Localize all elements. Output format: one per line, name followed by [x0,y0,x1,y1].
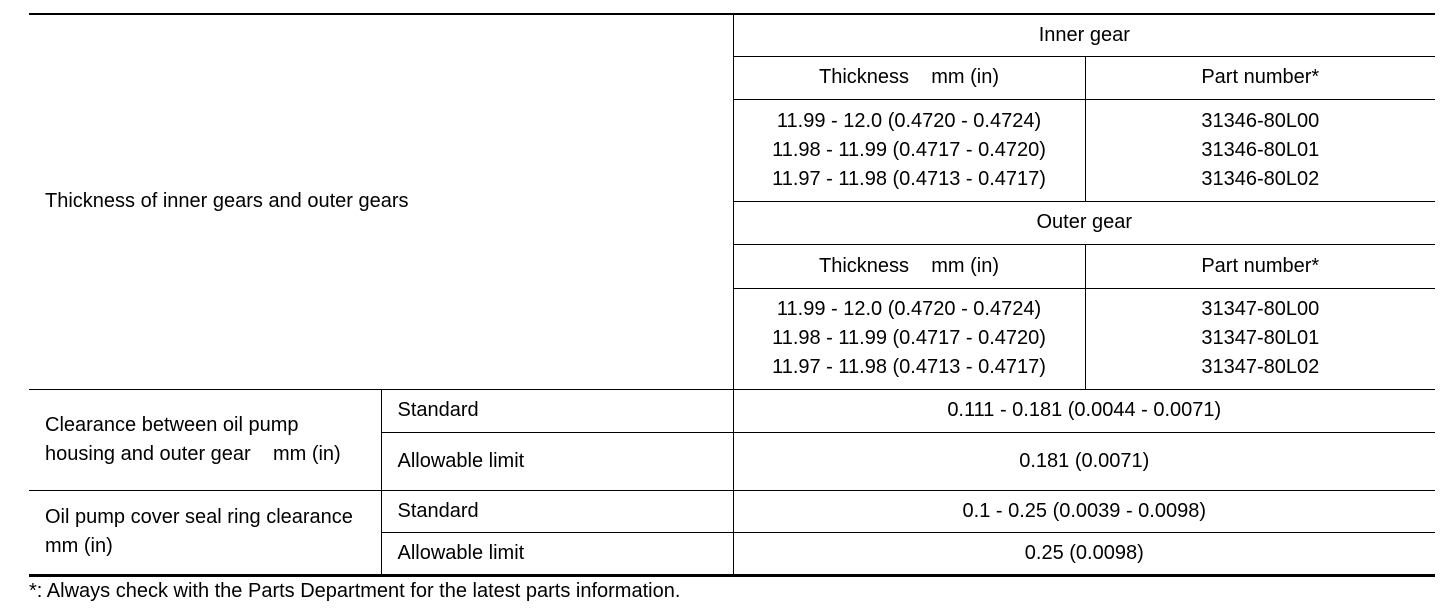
housing-clearance-label: Clearance between oil pump housing and outer gear mm (in) [29,389,381,490]
footnote: *: Always check with the Parts Department for the latest parts information. [29,580,681,602]
seal-standard-value: 0.1 - 0.25 (0.0039 - 0.0098) [733,490,1435,532]
housing-standard-value: 0.111 - 0.181 (0.0044 - 0.0071) [733,389,1435,432]
outer-part-numbers: 31347-80L00 31347-80L01 31347-80L02 [1085,288,1435,389]
outer-gear-heading: Outer gear [733,201,1435,244]
housing-limit-value: 0.181 (0.0071) [733,432,1435,490]
inner-thickness-header: Thickness mm (in) [733,56,1085,99]
inner-part-numbers: 31346-80L00 31346-80L01 31346-80L02 [1085,99,1435,201]
inner-thickness-values: 11.99 - 12.0 (0.4720 - 0.4724) 11.98 - 11.99 (0.4717 - 0.4720) 11.97 - 11.98 (0.4713 - 0.4717) [733,99,1085,201]
outer-thickness-header: Thickness mm (in) [733,244,1085,288]
seal-ring-clearance-label: Oil pump cover seal ring clearance mm (in) [29,490,381,575]
outer-part-header: Part number* [1085,244,1435,288]
inner-part-header: Part number* [1085,56,1435,99]
thickness-label: Thickness of inner gears and outer gears [29,14,733,389]
inner-gear-heading: Inner gear [733,14,1435,56]
seal-limit-value: 0.25 (0.0098) [733,532,1435,575]
housing-limit-label: Allowable limit [381,432,733,490]
seal-standard-label: Standard [381,490,733,532]
outer-thickness-values: 11.99 - 12.0 (0.4720 - 0.4724) 11.98 - 11.99 (0.4717 - 0.4720) 11.97 - 11.98 (0.4713 - 0.4717) [733,288,1085,389]
oil-pump-spec-table [29,13,1435,577]
housing-standard-label: Standard [381,389,733,432]
seal-limit-label: Allowable limit [381,532,733,575]
